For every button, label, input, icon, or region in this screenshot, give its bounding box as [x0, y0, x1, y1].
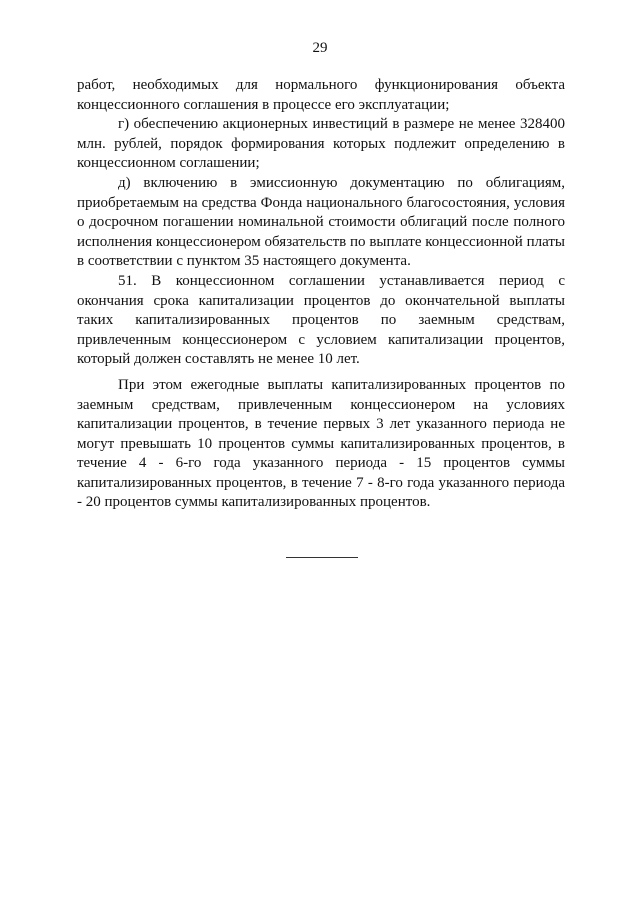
paragraph-continuation: работ, необходимых для нормального функционирования объекта концессионного соглашения в процессе его эксплуатации;	[77, 77, 565, 113]
page-number: 29	[312, 40, 328, 56]
paragraph-item-g: г) обеспечению акционерных инвестиций в размере не менее 328400 млн. рублей, порядок формирования которых подлежит определению в концессионном соглашении;	[77, 116, 565, 172]
end-of-document-rule	[286, 557, 358, 558]
paragraph-payments-limits: При этом ежегодные выплаты капитализированных процентов по заемным средствам, привлеченным концессионером на условиях капитализации процентов, в течение первых 3 лет указанного периода не могут превышать 10 процентов суммы капитализированных процентов, в течение 4 - 6-го года указанного периода - 15 процентов суммы капитализированных процентов, в течение 7 - 8-го года указанного периода - 20 процентов суммы капитализированных процентов.	[77, 376, 565, 511]
document-body	[77, 76, 565, 513]
paragraph-clause-51: 51. В концессионном соглашении устанавливается период с окончания срока капитализации процентов до окончательной выплаты таких капитализированных процентов по заемным средствам, привлеченным концессионером с условием капитализации процентов, который должен составлять не менее 10 лет.	[77, 272, 565, 368]
paragraph-item-d: д) включению в эмиссионную документацию по облигациям, приобретаемым на средства Фонда национального благосостояния, условия о досрочном погашении номинальной стоимости облигаций после полного исполнения концессионером обязательств по выплате концессионной платы в соответствии с пунктом 35 настоящего документа.	[77, 174, 565, 270]
